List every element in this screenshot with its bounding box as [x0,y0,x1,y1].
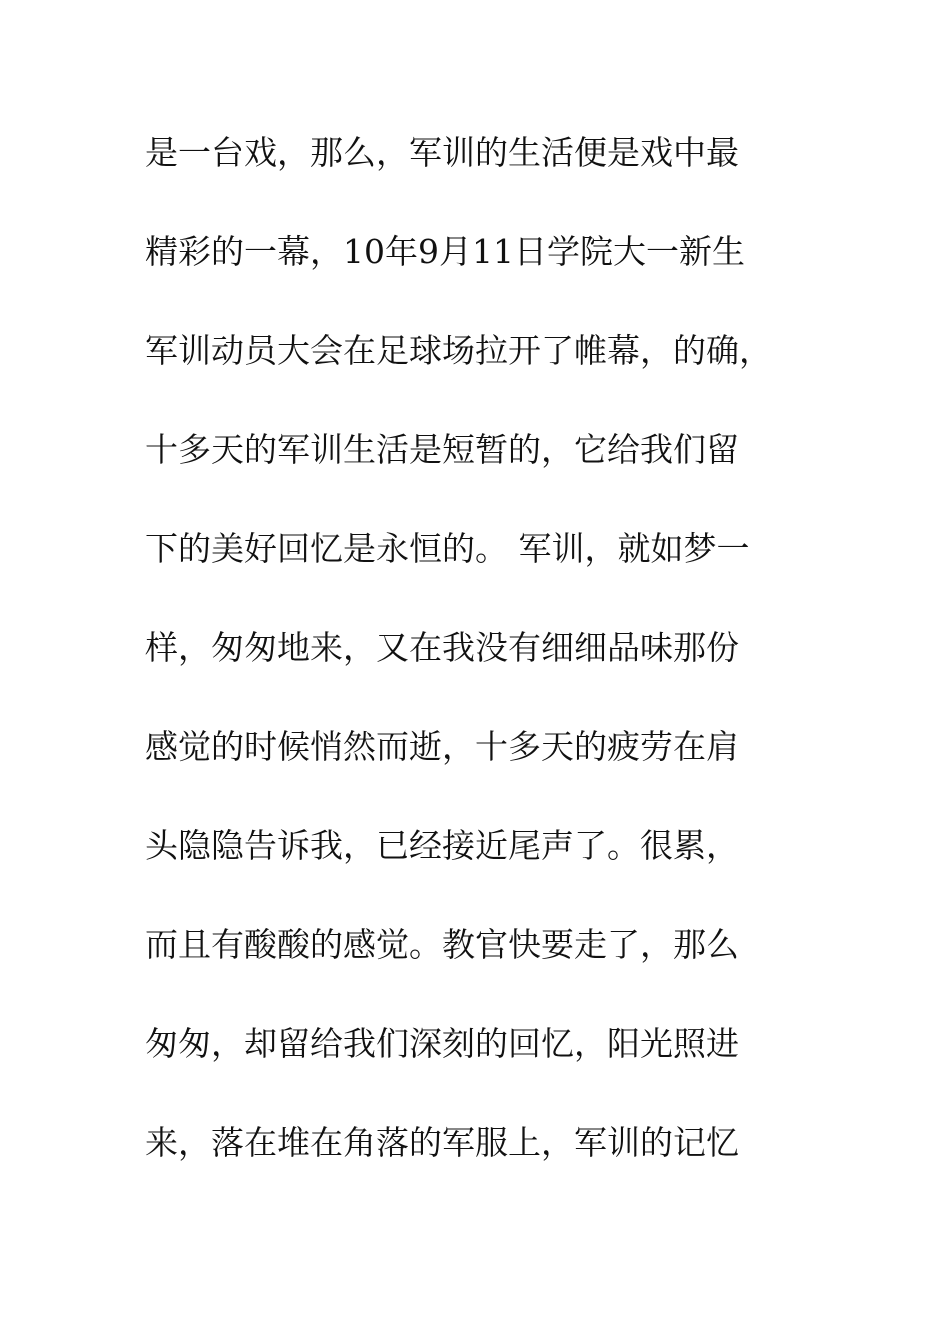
text-line: 精彩的一幕，10年9月11日学院大一新生 [145,232,745,271]
text-line: 头隐隐告诉我，已经接近尾声了。很累， [145,826,739,865]
text-line: 下的美好回忆是永恒的。 军训，就如梦一 [145,529,750,568]
text-line: 样，匆匆地来，又在我没有细细品味那份 [145,628,739,667]
text-line: 感觉的时候悄然而逝，十多天的疲劳在肩 [145,727,739,766]
text-line: 是一台戏，那么，军训的生活便是戏中最 [145,133,739,172]
text-line: 而且有酸酸的感觉。教官快要走了，那么 [145,925,739,964]
body-text [145,125,805,1214]
text-line: 十多天的军训生活是短暂的，它给我们留 [145,430,739,469]
text-line: 军训动员大会在足球场拉开了帷幕，的确， [145,331,772,370]
text-line: 匆匆，却留给我们深刻的回忆，阳光照进 [145,1024,739,1063]
text-line: 来，落在堆在角落的军服上，军训的记忆 [145,1123,739,1162]
